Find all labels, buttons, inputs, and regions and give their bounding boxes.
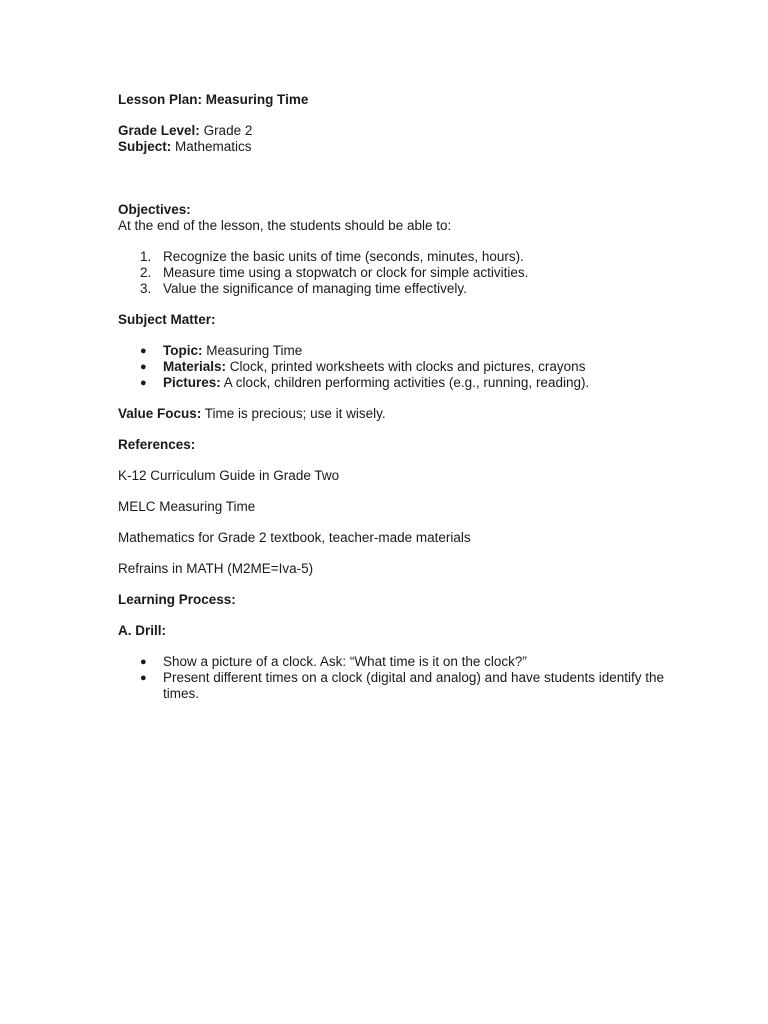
grade-level-line [118,123,678,139]
bullet-icon: ● [140,377,147,389]
objective-number: 2. [140,265,152,280]
objective-text: Value the significance of managing time effectively. [163,281,467,296]
drill-text: Present different times on a clock (digital and analog) and have students identify the times. [163,670,665,701]
value-focus-label: Value Focus: [118,406,202,421]
objective-item [118,281,678,297]
subject-line [118,139,678,155]
drill-heading: A. Drill: [118,623,167,638]
subject-matter-heading: Subject Matter: [118,312,216,327]
lesson-plan-document [118,92,678,702]
drill-item [118,654,678,670]
reference-item: Mathematics for Grade 2 textbook, teacher-made materials [118,530,471,545]
subject-label: Subject: [118,139,172,154]
bullet-icon: ● [140,672,147,684]
bullet-icon: ● [140,656,147,668]
materials-text: Clock, printed worksheets with clocks and pictures, crayons [229,359,586,374]
value-focus-text: Time is precious; use it wisely. [204,406,386,421]
objective-text: Recognize the basic units of time (seconds, minutes, hours). [163,249,524,264]
grade-level-value: Grade 2 [203,123,253,138]
subject-matter-item [118,343,678,359]
objective-number: 1. [140,249,152,264]
objectives-heading: Objectives: [118,202,191,217]
topic-text: Measuring Time [206,343,303,358]
objective-text: Measure time using a stopwatch or clock for simple activities. [163,265,529,280]
drill-item [118,670,678,702]
objective-number: 3. [140,281,152,296]
objectives-list [118,249,678,297]
reference-item: Refrains in MATH (M2ME=Iva-5) [118,561,314,576]
grade-level-label: Grade Level: [118,123,200,138]
subject-matter-item [118,375,678,391]
value-focus-line [118,406,678,422]
pictures-label: Pictures: [163,375,221,390]
topic-label: Topic: [163,343,203,358]
drill-list [118,654,678,702]
pictures-text: A clock, children performing activities (e.g., running, reading). [223,375,590,390]
document-title [118,92,678,108]
learning-process-heading: Learning Process: [118,592,236,607]
references-heading: References: [118,437,196,452]
bullet-icon: ● [140,345,147,357]
subject-matter-item [118,359,678,375]
objective-item [118,265,678,281]
reference-item: MELC Measuring Time [118,499,256,514]
subject-matter-list [118,343,678,391]
objective-item [118,249,678,265]
reference-item: K-12 Curriculum Guide in Grade Two [118,468,340,483]
materials-label: Materials: [163,359,227,374]
subject-value: Mathematics [175,139,252,154]
bullet-icon: ● [140,361,147,373]
title-value: Measuring Time [205,92,309,107]
title-label: Lesson Plan: [118,92,203,107]
objectives-intro: At the end of the lesson, the students should be able to: [118,218,452,233]
drill-text: Show a picture of a clock. Ask: “What time is it on the clock?” [163,654,527,669]
